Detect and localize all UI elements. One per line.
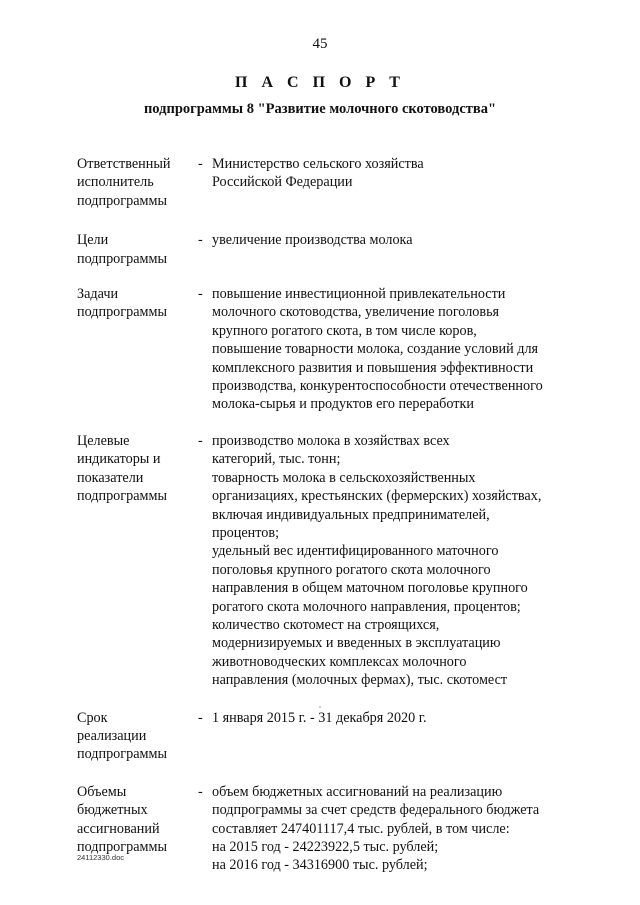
content-line: объем бюджетных ассигнований на реализацию — [212, 783, 503, 800]
label-line: Объемы — [77, 783, 127, 800]
content-line: удельный вес идентифицированного маточного — [212, 543, 499, 560]
content-line: поголовья крупного рогатого скота молочного — [212, 561, 491, 578]
passport-row-budget — [77, 783, 597, 875]
passport-title: П А С П О Р Т — [235, 74, 405, 91]
passport-row-tasks — [77, 285, 597, 414]
scan-speck — [319, 706, 321, 708]
row-content — [212, 432, 597, 690]
content-line: на 2015 год - 24223922,5 тыс. рублей; — [212, 839, 439, 855]
row-label — [77, 285, 198, 414]
row-dash: - — [198, 286, 203, 303]
content-line: модернизируемых и введенных в эксплуатацию — [212, 635, 501, 652]
label-line: Цели — [77, 232, 109, 249]
content-line: категорий, тыс. тонн; — [212, 451, 341, 468]
label-line: показатели — [77, 469, 144, 486]
content-line: производство молока в хозяйствах всех — [212, 432, 450, 449]
content-line: рогатого скота молочного направления, процентов; — [212, 598, 521, 615]
content-line: организациях, крестьянских (фермерских) хозяйствах, — [212, 488, 542, 505]
label-line: бюджетных — [77, 802, 148, 819]
content-line: Министерство сельского хозяйства — [212, 156, 424, 172]
content-line: направления (молочных фермах), тыс. скотомест — [212, 672, 508, 689]
label-line: индикаторы и — [77, 451, 161, 468]
document-code: 24112330.doc — [77, 853, 124, 862]
content-line: молочного скотоводства, увеличение поголовья — [212, 304, 500, 321]
label-line: подпрограммы — [77, 488, 167, 505]
row-dash: - — [198, 156, 203, 172]
label-line: подпрограммы — [77, 839, 167, 855]
content-line: включая индивидуальных предпринимателей, — [212, 506, 490, 523]
row-dash: - — [198, 709, 203, 726]
content-line: крупного рогатого скота, в том числе коров, — [212, 322, 477, 339]
label-line: Ответственный — [77, 156, 171, 172]
content-line: животноводческих комплексах молочного — [212, 653, 467, 670]
content-line: повышение инвестиционной привлекательности — [212, 286, 506, 303]
row-label — [77, 231, 198, 268]
label-line: Целевые — [77, 432, 130, 449]
content-line: повышение товарности молока, создание условий для — [212, 341, 539, 358]
row-dash: - — [198, 232, 203, 249]
content-line: молока-сырья и продуктов его переработки — [212, 396, 474, 413]
passport-table — [77, 155, 597, 875]
label-line: Срок — [77, 709, 108, 726]
content-line: на 2016 год - 34316900 тыс. рублей; — [212, 857, 428, 874]
label-line: ассигнований — [77, 820, 160, 837]
content-line: подпрограммы за счет средств федерального бюджета — [212, 802, 540, 819]
content-line: комплексного развития и повышения эффективности — [212, 359, 534, 376]
label-line: подпрограммы — [77, 746, 167, 763]
passport-subtitle: подпрограммы 8 "Развитие молочного скотоводства" — [143, 101, 497, 117]
passport-row-goals — [77, 231, 597, 268]
label-line: Задачи — [77, 286, 119, 303]
label-line: подпрограммы — [77, 250, 167, 267]
content-line: количество скотомест на строящихся, — [212, 616, 440, 633]
row-dash: - — [198, 783, 203, 800]
passport-row-responsible — [77, 155, 597, 210]
label-line: подпрограммы — [77, 192, 167, 209]
row-content — [212, 155, 597, 210]
row-content — [212, 783, 597, 875]
label-line: подпрограммы — [77, 304, 167, 321]
content-line: процентов; — [212, 524, 280, 541]
content-line: увеличение производства молока — [212, 232, 413, 249]
content-line: составляет 247401117,4 тыс. рублей, в том числе: — [212, 820, 510, 837]
content-line: направления в общем маточном поголовье крупного — [212, 580, 528, 597]
page-number: 45 — [312, 36, 328, 52]
content-line: 1 января 2015 г. - 31 декабря 2020 г. — [212, 709, 427, 726]
row-dash: - — [198, 432, 203, 449]
row-content — [212, 231, 597, 268]
content-line: производства, конкурентоспособности отечественного — [212, 378, 543, 395]
row-content — [212, 709, 597, 764]
row-label — [77, 432, 198, 690]
content-line: Российской Федерации — [212, 174, 353, 191]
content-line: товарность молока в сельскохозяйственных — [212, 469, 476, 486]
passport-row-indicators — [77, 432, 597, 690]
passport-row-timeline — [77, 709, 597, 764]
label-line: реализации — [77, 727, 147, 744]
label-line: исполнитель — [77, 174, 154, 191]
row-label — [77, 709, 198, 764]
row-content — [212, 285, 597, 414]
row-label — [77, 155, 198, 210]
